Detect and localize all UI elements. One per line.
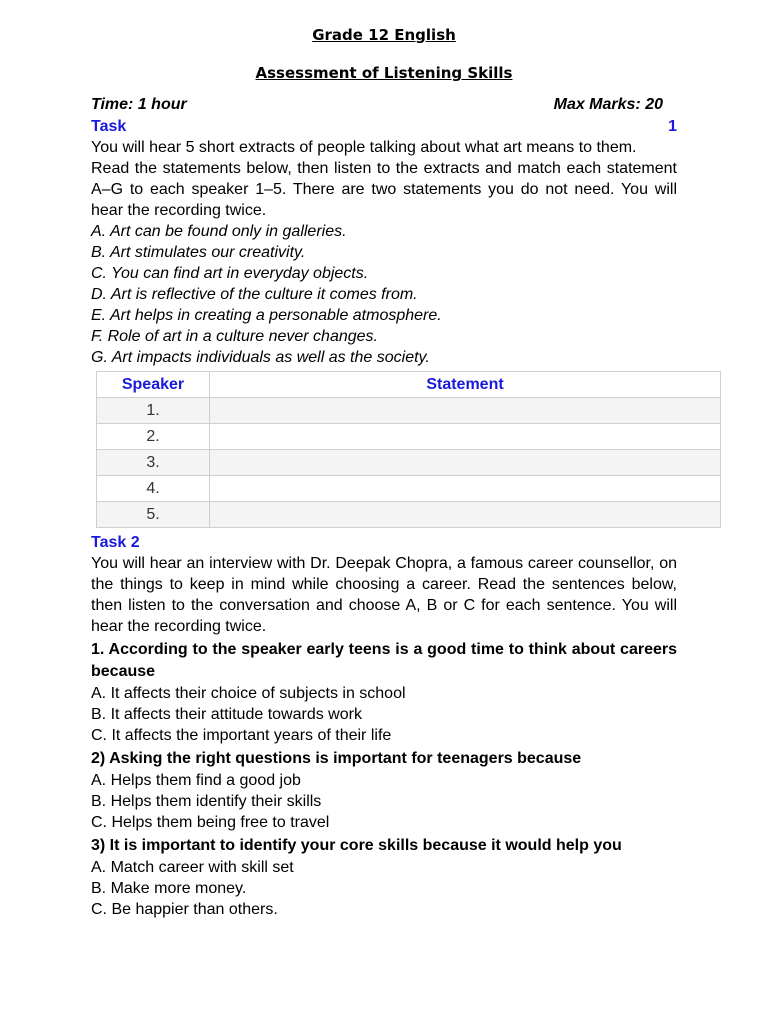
task1-intro-1: You will hear 5 short extracts of people talking about what art means to them.: [91, 139, 637, 156]
option-item: A. Helps them find a good job: [91, 772, 301, 789]
question-1: 1. According to the speaker early teens is a good time to think about careers because: [91, 641, 677, 680]
option-item: B. It affects their attitude towards work: [91, 706, 362, 723]
task1-heading-word: Task: [91, 118, 127, 135]
statement-answer-cell[interactable]: [210, 476, 721, 502]
option-item: B. Helps them identify their skills: [91, 793, 322, 810]
question-2: 2) Asking the right questions is important for teenagers because: [91, 750, 582, 767]
max-marks-label: Max Marks: 20: [553, 96, 663, 113]
table-row: [97, 476, 721, 502]
option-item: C. It affects the important years of their life: [91, 727, 392, 744]
statement-answer-cell[interactable]: [210, 502, 721, 528]
speaker-number: 1.: [97, 398, 210, 424]
statement-item: E. Art helps in creating a personable atmosphere.: [91, 307, 442, 324]
task1-heading: [91, 116, 677, 137]
document-title: Grade 12 English: [312, 26, 456, 44]
option-item: A. Match career with skill set: [91, 859, 294, 876]
option-item: C. Be happier than others.: [91, 901, 278, 918]
option-item: B. Make more money.: [91, 880, 247, 897]
task1-heading-number: 1: [668, 118, 677, 135]
statement-item: G. Art impacts individuals as well as the society.: [91, 349, 430, 366]
meta-row: [91, 94, 677, 116]
speaker-number: 2.: [97, 424, 210, 450]
table-row: [97, 424, 721, 450]
statement-item: A. Art can be found only in galleries.: [91, 223, 347, 240]
question-1-options: [91, 683, 677, 746]
statement-item: C. You can find art in everyday objects.: [91, 265, 369, 282]
statement-item: B. Art stimulates our creativity.: [91, 244, 306, 261]
statement-list: [91, 221, 677, 368]
speaker-number: 4.: [97, 476, 210, 502]
statement-answer-cell[interactable]: [210, 398, 721, 424]
speaker-number: 3.: [97, 450, 210, 476]
statement-column-header: Statement: [210, 372, 721, 398]
statement-item: F. Role of art in a culture never changes.: [91, 328, 378, 345]
worksheet-page: [91, 24, 677, 920]
speaker-column-header: Speaker: [97, 372, 210, 398]
table-row: [97, 450, 721, 476]
speaker-number: 5.: [97, 502, 210, 528]
task1-intro-2: Read the statements below, then listen to the extracts and match each statement A–G to each speaker 1–5. There are two statements you do not need. You will hear the recording twice.: [91, 160, 677, 219]
table-row: [97, 502, 721, 528]
statement-answer-cell[interactable]: [210, 450, 721, 476]
statement-answer-cell[interactable]: [210, 424, 721, 450]
table-header-row: [97, 372, 721, 398]
option-item: C. Helps them being free to travel: [91, 814, 330, 831]
statement-item: D. Art is reflective of the culture it comes from.: [91, 286, 418, 303]
task2-heading: Task 2: [91, 534, 140, 551]
table-row: [97, 398, 721, 424]
question-2-options: [91, 770, 677, 833]
question-3-options: [91, 857, 677, 920]
task2-intro: You will hear an interview with Dr. Deepak Chopra, a famous career counsellor, on the things to keep in mind while choosing a career. Read the sentences below, then listen to the conversation and choose A, B or C for each sentence. You will hear the recording twice.: [91, 555, 677, 635]
option-item: A. It affects their choice of subjects in school: [91, 685, 406, 702]
question-3: 3) It is important to identify your core skills because it would help you: [91, 837, 622, 854]
answer-table: [96, 371, 721, 528]
time-label: Time: 1 hour: [91, 96, 187, 113]
document-subtitle: Assessment of Listening Skills: [255, 64, 513, 82]
